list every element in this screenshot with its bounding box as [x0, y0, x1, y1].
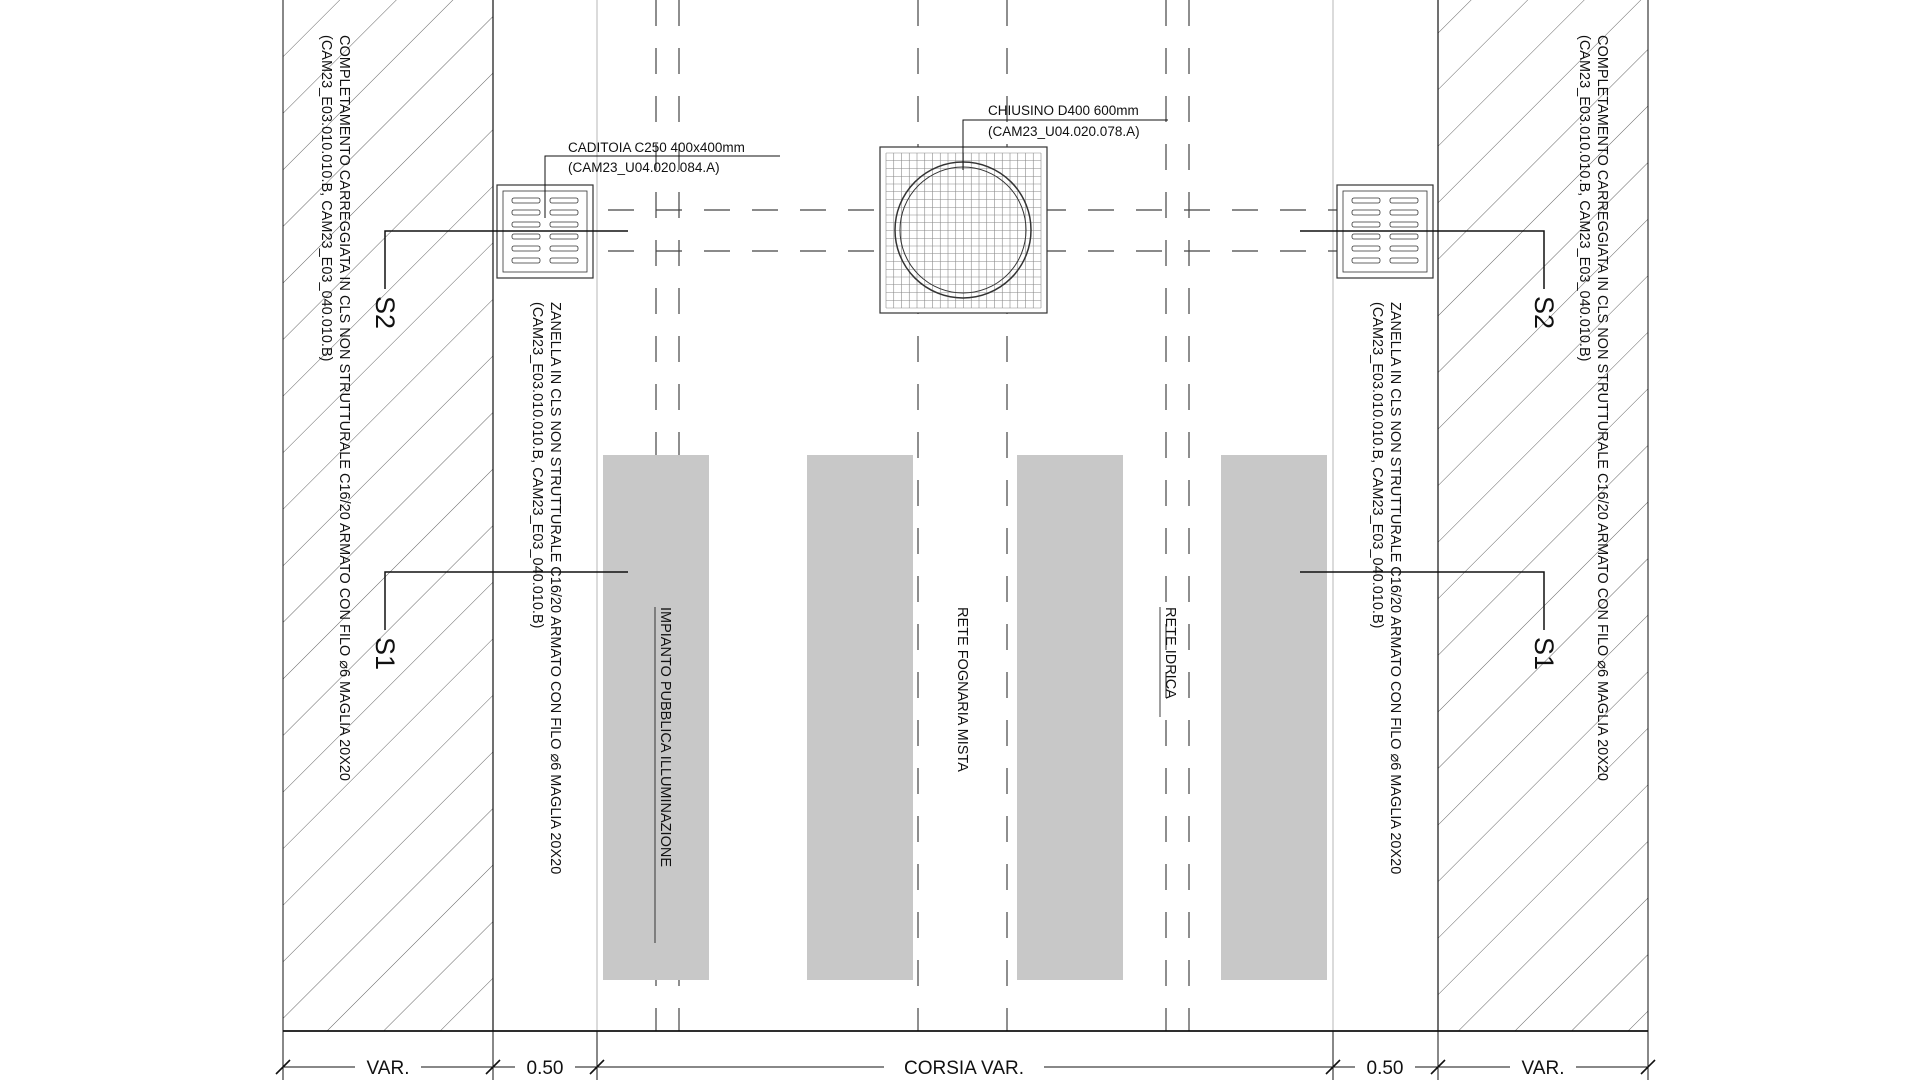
chiusino-code: (CAM23_U04.020.078.A)	[988, 124, 1140, 139]
trench-idrica	[1221, 455, 1327, 980]
completamento-hatch-left	[283, 0, 493, 1031]
section-mark-s1-right: S1	[1529, 637, 1559, 671]
completamento-label-left-line2: (CAM23_E03.010.010.B, CAM23_E03_040.010.B)	[318, 35, 334, 362]
utility-label-illuminazione: IMPIANTO PUBBLICA ILLUMINAZIONE	[657, 607, 673, 867]
section-mark-s2-left: S2	[370, 296, 400, 330]
completamento-hatch-right	[1438, 0, 1648, 1031]
zanella-label-left-line1: ZANELLA IN CLS NON STRUTTURALE C16/20 ARMATO CON FILO ⌀6 MAGLIA 20X20	[547, 302, 563, 875]
section-mark-s2-right: S2	[1529, 296, 1559, 330]
zanella-label-left-line2: (CAM23_E03.010.010.B, CAM23_E03_040.010.B)	[529, 302, 545, 629]
caditoia-title: CADITOIA C250 400x400mm	[568, 140, 745, 155]
zanella-label-right-line2: (CAM23_E03.010.010.B, CAM23_E03_040.010.B)	[1369, 302, 1385, 629]
dim-gutter-left: 0.50	[526, 1058, 564, 1079]
dim-var-left: VAR.	[366, 1058, 410, 1079]
dim-corsia: CORSIA VAR.	[903, 1058, 1025, 1079]
completamento-label-right-line2: (CAM23_E03.010.010.B, CAM23_E03_040.010.B)	[1576, 35, 1592, 362]
dim-var-right: VAR.	[1521, 1058, 1565, 1079]
utility-label-idrica: RETE IDRICA	[1162, 607, 1178, 699]
dim-gutter-right: 0.50	[1366, 1058, 1404, 1079]
completamento-label-left-line1: COMPLETAMENTO CARREGGIATA IN CLS NON STRUTTURALE C16/20 ARMATO CON FILO ⌀6 MAGLIA 20X20	[336, 35, 352, 781]
trench-fognaria-right	[1017, 455, 1123, 980]
chiusino-manhole	[880, 147, 1047, 313]
chiusino-title: CHIUSINO D400 600mm	[988, 103, 1139, 118]
section-mark-s1-left: S1	[370, 637, 400, 671]
completamento-label-right-line1: COMPLETAMENTO CARREGGIATA IN CLS NON STRUTTURALE C16/20 ARMATO CON FILO ⌀6 MAGLIA 20X20	[1594, 35, 1610, 781]
trench-illuminazione	[603, 455, 709, 980]
utility-label-fognaria: RETE FOGNARIA MISTA	[954, 607, 970, 772]
caditoia-code: (CAM23_U04.020.084.A)	[568, 160, 720, 175]
zanella-label-right-line1: ZANELLA IN CLS NON STRUTTURALE C16/20 ARMATO CON FILO ⌀6 MAGLIA 20X20	[1387, 302, 1403, 875]
trench-fognaria-left	[807, 455, 913, 980]
